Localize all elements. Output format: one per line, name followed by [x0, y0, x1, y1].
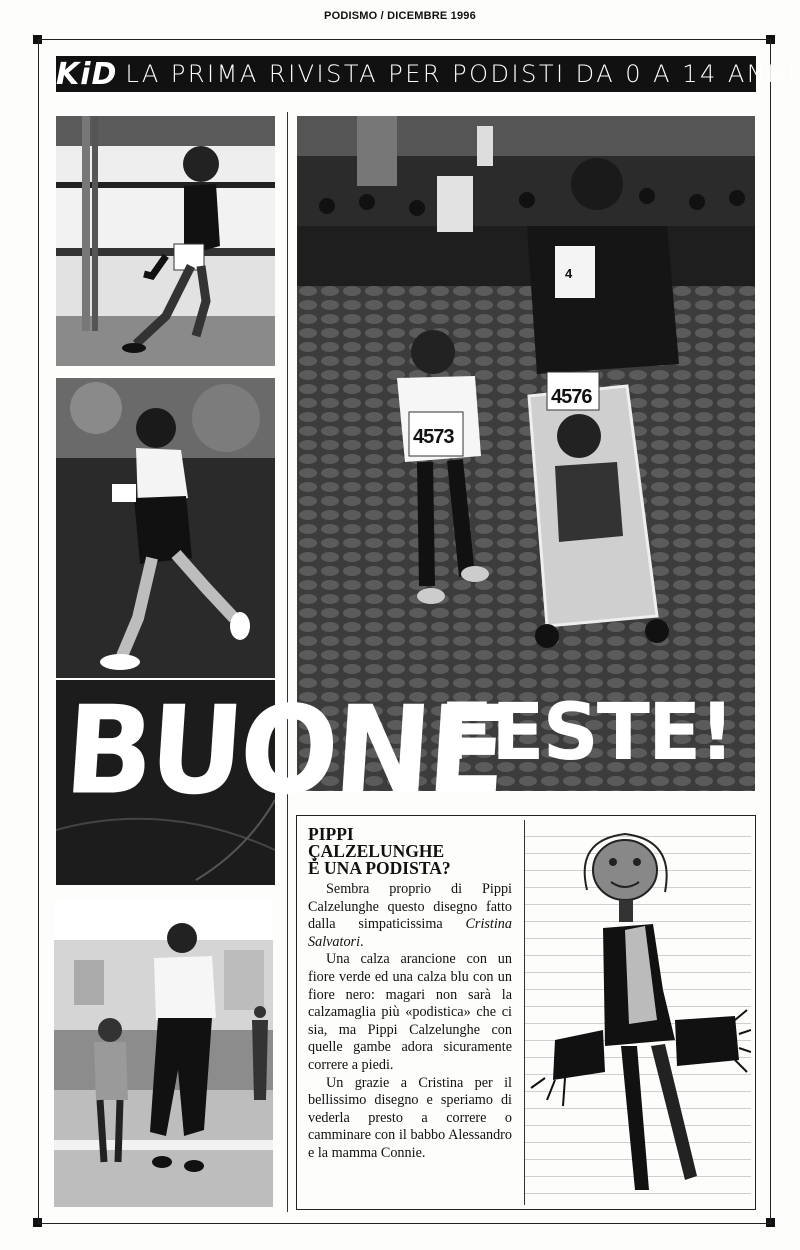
article-headline-line: ÇALZELUNGHE — [308, 841, 445, 861]
paragraph-text: . — [360, 933, 364, 950]
holiday-headline-part-1: BUONE — [60, 680, 508, 822]
article-text — [308, 826, 512, 1163]
paragraph-text: Una calza arancione con un fiore verde ed una calza blu con un fiore nero: magari non sarà la calzamaglia più «podistica» che ci sia, ma Pippi Calzelunghe con quelle gambe adora sicuramente correre a piedi. — [308, 951, 512, 1073]
paragraph-text: Sembra proprio di Pippi Calzelunghe questo disegno fatto dalla simpaticissima — [308, 881, 512, 933]
article-headline-line: PIPPI — [308, 824, 354, 844]
running-header: PODISMO / DICEMBRE 1996 — [324, 10, 476, 22]
article-body — [308, 881, 512, 1163]
kid-logo: KiD — [56, 56, 118, 92]
article-headline — [308, 826, 512, 877]
bib-number: 4 — [565, 266, 573, 281]
paragraph-emphasis: Cristina Salvatori — [308, 916, 512, 950]
photo-child-running-track — [56, 116, 275, 366]
masthead-tagline: LA PRIMA RIVISTA PER PODISTI DA 0 A 14 ANNI — [125, 60, 798, 88]
paragraph-text: Un grazie a Cristina per il bellissimo disegno e speriamo di vederla presto a correre o camminare con il babbo Alessandro e la mamma Connie. — [308, 1074, 512, 1161]
article-paragraph — [308, 951, 512, 1074]
holiday-headline-part-2: FESTE! — [440, 688, 733, 778]
bib-number: 4573 — [413, 426, 454, 448]
article-paragraph — [308, 1075, 512, 1163]
masthead-banner — [56, 56, 798, 92]
photo-girl-running — [56, 378, 275, 678]
photo-father-and-child — [54, 900, 273, 1207]
article-paragraph — [308, 881, 512, 951]
bib-number: 4576 — [551, 386, 592, 408]
column-divider — [287, 112, 288, 1212]
child-drawing-pippi — [524, 820, 751, 1205]
article-headline-line: È UNA PODISTA? — [308, 858, 451, 878]
